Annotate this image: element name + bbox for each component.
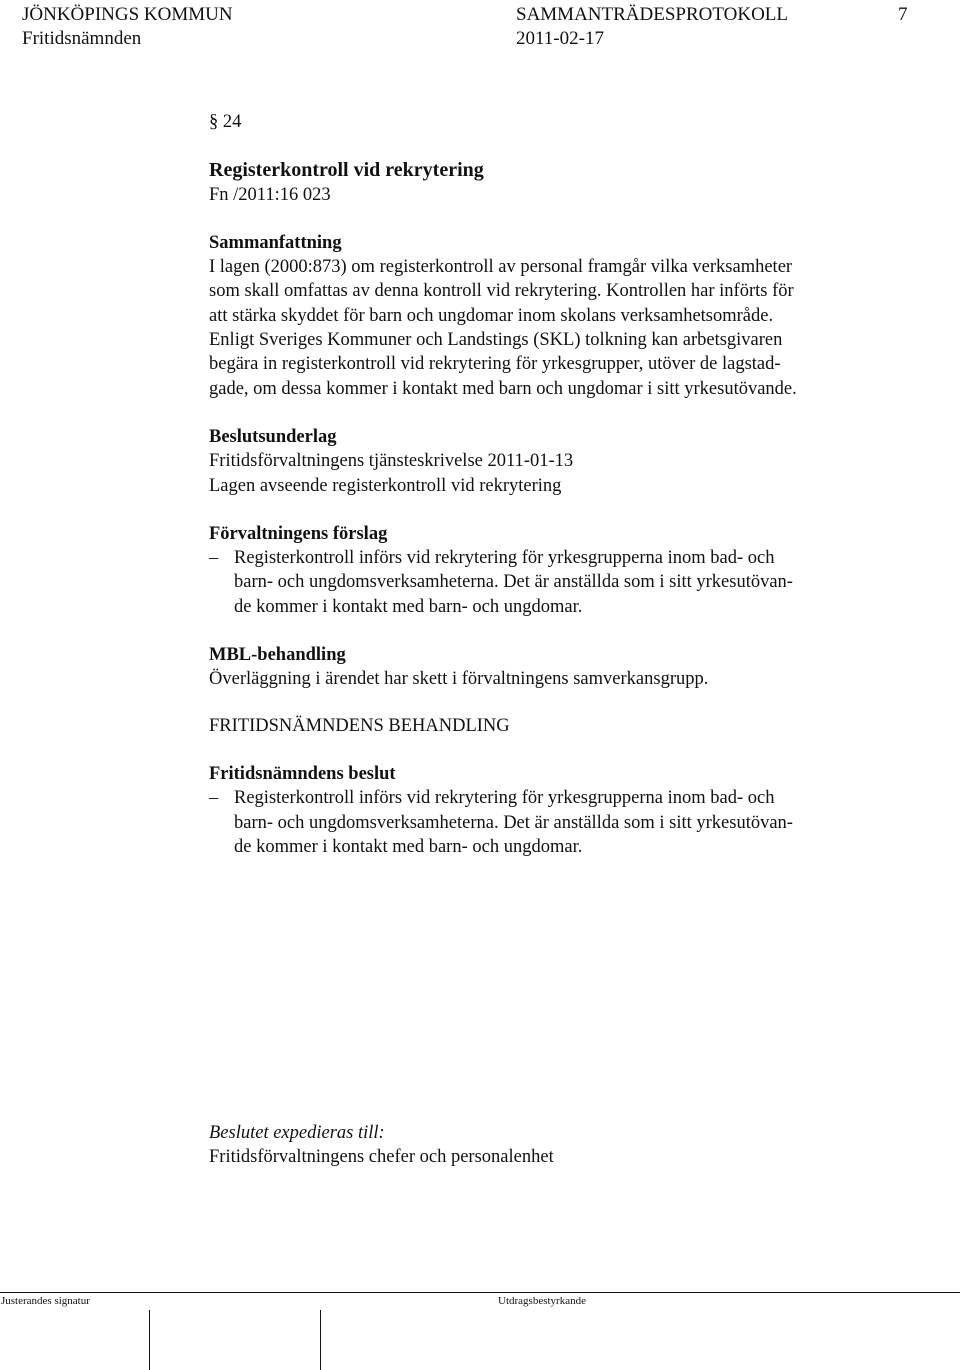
decision-line: barn- och ungdomsverksamheterna. Det är anställda som i sitt yrkesutövan- [234, 812, 793, 833]
footer-rule [0, 1292, 960, 1293]
decision-line: de kommer i kontakt med barn- och ungdomar. [234, 836, 583, 857]
distribution-heading: Beslutet expedieras till: [209, 1123, 385, 1143]
dash-bullet: – [209, 788, 219, 809]
header-date: 2011-02-17 [516, 28, 604, 49]
decision-item [209, 786, 889, 859]
protocol-body [209, 110, 889, 859]
decision-heading: Fritidsnämndens beslut [209, 763, 396, 784]
dash-bullet: – [209, 548, 219, 569]
distribution-section [209, 1121, 554, 1169]
signature-label: Justerandes signatur [1, 1295, 90, 1307]
extract-label: Utdragsbestyrkande [498, 1295, 586, 1307]
header-page-number: 7 [898, 4, 908, 25]
proposal-item [209, 546, 889, 619]
distribution-recipient: Fritidsförvaltningens chefer och personalenhet [209, 1147, 554, 1167]
treatment-heading: FRITIDSNÄMNDENS BEHANDLING [209, 715, 510, 736]
summary-line: I lagen (2000:873) om registerkontroll av personal framgår vilka verksamheter [209, 257, 793, 278]
summary-heading: Sammanfattning [209, 232, 342, 253]
header-committee: Fritidsnämnden [22, 28, 142, 49]
section-title: Registerkontroll vid rekrytering [209, 159, 484, 182]
summary-line: begära in registerkontroll vid rekrytering för yrkesgrupper, utöver de lagstad- [209, 354, 781, 375]
basis-item: Fritidsförvaltningens tjänsteskrivelse 2011-01-13 [209, 451, 574, 472]
proposal-line: barn- och ungdomsverksamheterna. Det är anställda som i sitt yrkesutövan- [234, 572, 793, 593]
basis-section [209, 425, 889, 498]
summary-line: gade, om dessa kommer i kontakt med barn och ungdomar i sitt yrkesutövande. [209, 378, 797, 399]
mbl-section [209, 643, 889, 692]
signature-box-divider [320, 1310, 321, 1370]
mbl-text: Överläggning i ärendet har skett i förvaltningens samverkansgrupp. [209, 669, 709, 690]
proposal-line: Registerkontroll införs vid rekrytering för yrkesgrupperna inom bad- och [234, 548, 775, 569]
section-reference: Fn /2011:16 023 [209, 184, 331, 205]
mbl-heading: MBL-behandling [209, 645, 346, 666]
summary-line: som skall omfattas av denna kontroll vid rekrytering. Kontrollen har införts för [209, 281, 794, 302]
proposal-line: de kommer i kontakt med barn- och ungdomar. [234, 596, 583, 617]
paragraph-number: § 24 [209, 112, 242, 132]
decision-section [209, 762, 889, 859]
decision-line: Registerkontroll införs vid rekrytering för yrkesgrupperna inom bad- och [234, 788, 775, 809]
basis-item: Lagen avseende registerkontroll vid rekrytering [209, 475, 562, 496]
summary-section [209, 231, 889, 401]
basis-heading: Beslutsunderlag [209, 426, 337, 447]
header-doc-type: SAMMANTRÄDESPROTOKOLL [516, 4, 789, 25]
summary-line: att stärka skyddet för barn och ungdomar inom skolans verksamhetsområde. [209, 305, 774, 326]
proposal-section [209, 522, 889, 619]
header-org: JÖNKÖPINGS KOMMUN [22, 4, 233, 25]
signature-box-divider [149, 1310, 150, 1370]
summary-line: Enligt Sveriges Kommuner och Landstings (SKL) tolkning kan arbetsgivaren [209, 330, 783, 351]
proposal-heading: Förvaltningens förslag [209, 523, 388, 544]
